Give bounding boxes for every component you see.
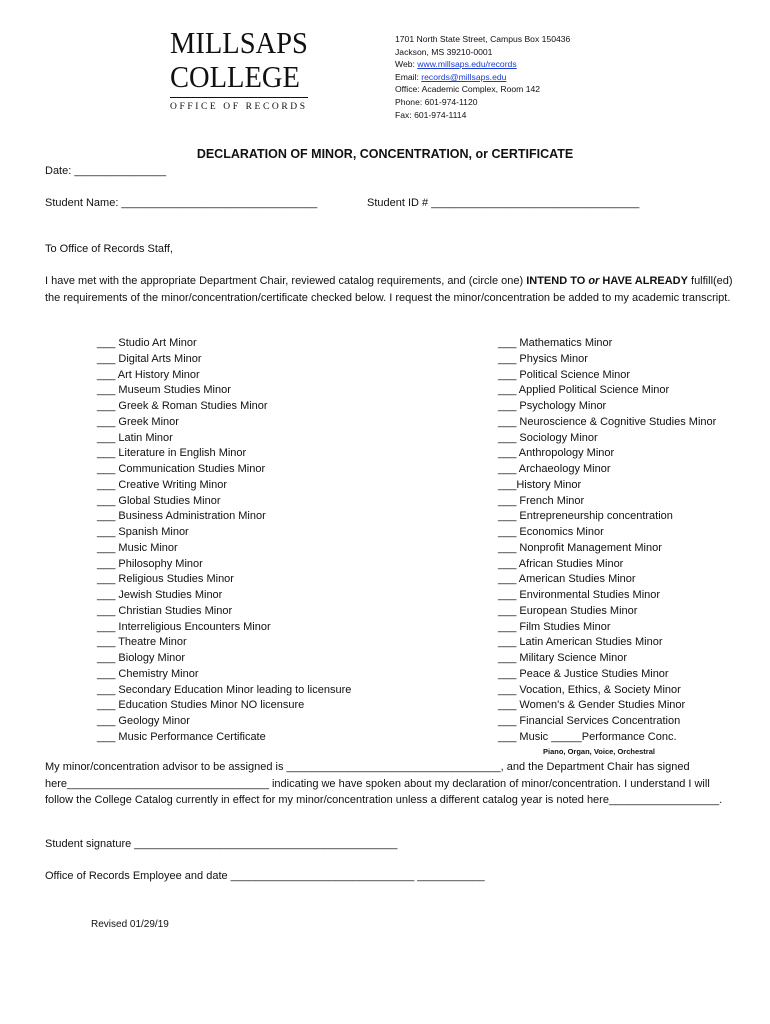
left-minor-item[interactable]: ___ Religious Studies Minor: [97, 573, 234, 586]
email-link[interactable]: records@millsaps.edu: [421, 71, 507, 82]
left-minor-item[interactable]: ___ Communication Studies Minor: [97, 463, 266, 475]
contact-web: [395, 58, 570, 71]
contact-city: Jackson, MS 39210-0001: [395, 46, 493, 57]
contact-phone: Phone: 601-974-1120: [395, 96, 478, 107]
left-minor-item[interactable]: ___ Greek Minor: [97, 415, 179, 428]
intro-paragraph: [45, 273, 735, 306]
right-minor-item[interactable]: ___ Entrepreneurship concentration: [498, 510, 673, 523]
logo-line-millsaps: MILLSAPS: [170, 25, 308, 60]
right-minor-item[interactable]: ___ Mathematics Minor: [498, 337, 613, 349]
left-minor-item[interactable]: ___ Education Studies Minor NO licensure: [97, 699, 305, 712]
left-minor-item[interactable]: ___ Latin Minor: [97, 431, 173, 444]
right-minor-item[interactable]: ___ American Studies Minor: [498, 573, 636, 586]
contact-email: [395, 71, 570, 84]
right-minor-item[interactable]: ___ Music _____Performance Conc.: [498, 730, 677, 743]
left-minor-list: [97, 336, 351, 746]
right-minor-item[interactable]: ___ Physics Minor: [498, 352, 588, 365]
left-minor-item[interactable]: ___ Spanish Minor: [97, 526, 189, 538]
left-minor-item[interactable]: ___ Museum Studies Minor: [97, 384, 231, 397]
student-id-field[interactable]: Student ID # __________________________________: [367, 197, 640, 209]
music-performance-note: Piano, Organ, Voice, Orchestral: [543, 747, 655, 756]
right-minor-item[interactable]: ___ Military Science Minor: [498, 652, 627, 664]
logo-line-college: COLLEGE: [170, 59, 300, 94]
intro-text-1: I have met with the appropriate Department Chair, reviewed catalog requirements, and (circle one): [45, 275, 527, 287]
intend-to-option: INTEND TO: [526, 275, 586, 287]
right-minor-item[interactable]: ___ Vocation, Ethics, & Society Minor: [498, 683, 681, 696]
left-minor-item[interactable]: ___ Theatre Minor: [97, 636, 187, 649]
document-title: DECLARATION OF MINOR, CONCENTRATION, or CERTIFICATE: [196, 147, 574, 161]
salutation: To Office of Records Staff,: [45, 243, 173, 255]
advisor-paragraph[interactable]: My minor/concentration advisor to be assigned is ___________________________________, and the Department Chair has signed here_________________________________ indicating we have spoken about my declaration of minor/concentration. I understand I will follow the College Catalog currently in effect for my minor/concentration unless a different catalog year is noted here__________________.: [45, 761, 723, 806]
records-employee-field[interactable]: Office of Records Employee and date ______________________________ ___________: [45, 870, 485, 882]
left-minor-item[interactable]: ___ Chemistry Minor: [97, 667, 199, 680]
right-minor-list: [498, 336, 716, 746]
right-minor-item[interactable]: ___ Environmental Studies Minor: [498, 589, 661, 601]
student-signature-field[interactable]: Student signature ___________________________________________: [45, 838, 398, 850]
contact-address: 1701 North State Street, Campus Box 150436: [395, 34, 571, 44]
left-minor-item[interactable]: ___ Secondary Education Minor leading to licensure: [97, 683, 352, 696]
right-minor-item[interactable]: ___ Peace & Justice Studies Minor: [498, 667, 669, 680]
right-minor-item[interactable]: ___ Nonprofit Management Minor: [498, 541, 662, 554]
web-link[interactable]: www.millsaps.edu/records: [417, 59, 517, 70]
right-minor-item[interactable]: ___ Sociology Minor: [498, 431, 598, 444]
college-logo: [170, 25, 310, 112]
contact-web-label: Web:: [395, 59, 418, 70]
contact-fax: Fax: 601-974-1114: [395, 109, 467, 120]
right-minor-item[interactable]: ___ Latin American Studies Minor: [498, 636, 663, 649]
date-field[interactable]: Date: _______________: [45, 165, 167, 177]
right-minor-item[interactable]: ___ Anthropology Minor: [498, 447, 615, 460]
left-minor-item[interactable]: ___ Biology Minor: [97, 652, 186, 664]
left-minor-item[interactable]: ___ Greek & Roman Studies Minor: [97, 400, 268, 412]
left-minor-item[interactable]: ___ Christian Studies Minor: [97, 604, 233, 617]
have-already-option: HAVE ALREADY: [602, 275, 688, 287]
right-minor-item[interactable]: ___ African Studies Minor: [498, 557, 624, 570]
contact-office: Office: Academic Complex, Room 142: [395, 84, 541, 95]
intro-text-2: fulfill(ed) the requirements of the minor/concentration/certificate checked below. I request the minor/concentration be added to my academic transcript.: [45, 275, 733, 304]
left-minor-item[interactable]: ___ Global Studies Minor: [97, 494, 221, 507]
left-minor-item[interactable]: ___ Studio Art Minor: [97, 337, 197, 349]
left-minor-item[interactable]: ___ Digital Arts Minor: [97, 352, 202, 365]
contact-email-label: Email:: [395, 71, 422, 82]
or-text: or: [585, 275, 603, 287]
right-minor-item[interactable]: ___ Film Studies Minor: [498, 620, 611, 633]
right-minor-item[interactable]: ___ European Studies Minor: [498, 604, 638, 617]
right-minor-item[interactable]: ___ Political Science Minor: [498, 368, 631, 381]
logo-rule: [170, 97, 308, 98]
right-minor-item[interactable]: ___History Minor: [498, 478, 582, 491]
left-minor-item[interactable]: ___ Art History Minor: [97, 368, 200, 381]
right-minor-item[interactable]: ___ Economics Minor: [498, 526, 604, 538]
left-minor-item[interactable]: ___ Literature in English Minor: [97, 447, 247, 460]
right-minor-item[interactable]: ___ Neuroscience & Cognitive Studies Minor: [498, 415, 717, 428]
contact-block: [395, 33, 570, 121]
left-minor-item[interactable]: ___ Creative Writing Minor: [97, 478, 228, 491]
revised-date: Revised 01/29/19: [91, 919, 169, 930]
right-minor-item[interactable]: ___ French Minor: [498, 494, 585, 507]
right-minor-item[interactable]: ___ Women's & Gender Studies Minor: [498, 699, 686, 712]
left-minor-item[interactable]: ___ Music Minor: [97, 541, 178, 554]
left-minor-item[interactable]: ___ Philosophy Minor: [97, 557, 203, 570]
left-minor-item[interactable]: ___ Geology Minor: [97, 715, 190, 727]
student-name-field[interactable]: Student Name: ________________________________: [45, 197, 318, 209]
left-minor-item[interactable]: ___ Business Administration Minor: [97, 510, 266, 523]
logo-line-office: OFFICE OF RECORDS: [170, 102, 308, 112]
left-minor-item[interactable]: ___ Jewish Studies Minor: [97, 589, 223, 601]
right-minor-item[interactable]: ___ Archaeology Minor: [498, 463, 611, 475]
left-minor-item[interactable]: ___ Music Performance Certificate: [97, 730, 266, 743]
right-minor-item[interactable]: ___ Psychology Minor: [498, 400, 607, 412]
right-minor-item[interactable]: ___ Applied Political Science Minor: [498, 384, 670, 397]
left-minor-item[interactable]: ___ Interreligious Encounters Minor: [97, 620, 271, 633]
right-minor-item[interactable]: ___ Financial Services Concentration: [498, 715, 681, 727]
